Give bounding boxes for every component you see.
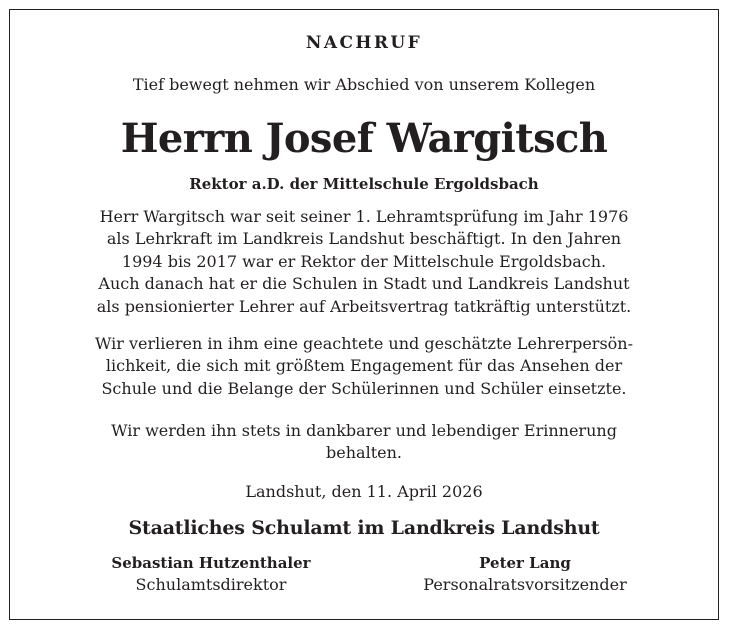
- signatory-title: Personalratsvorsitzender: [423, 575, 627, 594]
- issuing-authority: Staatliches Schulamt im Landkreis Landshut: [128, 517, 600, 539]
- text-line: Auch danach hat er die Schulen in Stadt und Landkreis Landshut: [98, 274, 630, 294]
- text-line: Herr Wargitsch war seit seiner 1. Lehramtsprüfung im Jahr 1976: [99, 207, 629, 226]
- biography-paragraph: [35, 206, 693, 318]
- text-line: als pensionierter Lehrer auf Arbeitsvertrag tatkräftig unterstützt.: [96, 296, 632, 316]
- signatory-name: Peter Lang: [479, 554, 571, 572]
- deceased-name: Herrn Josef Wargitsch: [120, 115, 608, 162]
- deceased-role: Rektor a.D. der Mittelschule Ergoldsbach: [189, 175, 539, 193]
- signatory-left: [81, 552, 341, 596]
- text-line: behalten.: [326, 443, 402, 463]
- remembrance-paragraph: [35, 420, 693, 465]
- text-line: 1994 bis 2017 war er Rektor der Mittelschule Ergoldsbach.: [121, 251, 607, 271]
- text-line: Wir werden ihn stets in dankbarer und lebendiger Erinnerung: [111, 421, 617, 440]
- text-line: als Lehrkraft im Landkreis Landshut beschäftigt. In den Jahren: [106, 229, 622, 249]
- signatory-title: Schulamtsdirektor: [135, 575, 287, 594]
- place-date-line: Landshut, den 11. April 2026: [245, 482, 483, 501]
- signatory-name: Sebastian Hutzenthaler: [111, 554, 311, 572]
- text-line: Schule und die Belange der Schülerinnen und Schüler einsetzte.: [101, 378, 627, 398]
- intro-line: Tief bewegt nehmen wir Abschied von unserem Kollegen: [132, 75, 596, 94]
- notice-heading: NACHRUF: [305, 33, 423, 53]
- tribute-paragraph: [35, 333, 693, 400]
- text-line: Wir verlieren in ihm eine geachtete und geschätzte Lehrerpersön-: [95, 334, 633, 353]
- signatory-right: [395, 552, 655, 596]
- text-line: lichkeit, die sich mit größtem Engagement für das Ansehen der: [105, 356, 623, 376]
